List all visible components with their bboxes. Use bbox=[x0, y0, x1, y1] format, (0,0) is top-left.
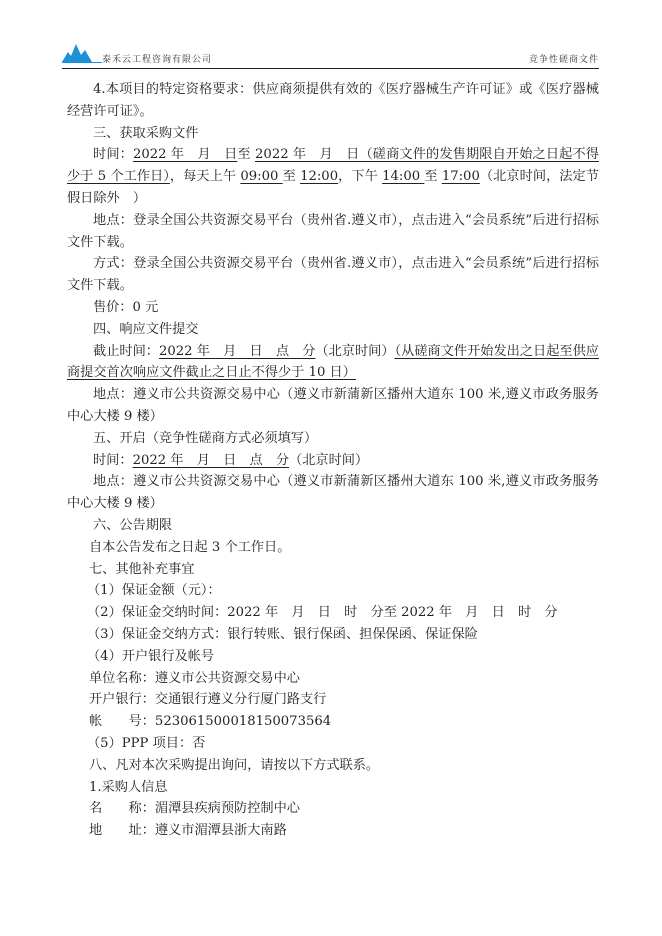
section-7-item-4: （4）开户银行及帐号 bbox=[87, 648, 215, 664]
section-8-title: 八、凡对本次采购提出询问，请按以下方式联系。 bbox=[89, 757, 380, 773]
qualification-requirement: 4.本项目的特定资格要求：供应商须提供有效的《医疗器械生产许可证》或《医疗器械经营许可证》。 bbox=[67, 82, 599, 119]
section-7-item-3: （3）保证金交纳方式：银行转账、银行保函、担保保函、保证保险 bbox=[87, 626, 478, 642]
section-3-title: 三、获取采购文件 bbox=[93, 125, 199, 141]
section-3-price: 售价：0 元 bbox=[93, 299, 159, 315]
section-3-place: 地点：登录全国公共资源交易平台（贵州省.遵义市），点击进入“会员系统”后进行招标文件下载。 bbox=[67, 212, 599, 250]
bank-name: 开户银行：交通银行遵义分行厦门路支行 bbox=[89, 692, 327, 708]
bank-account: 帐 号：523061500018150073564 bbox=[89, 714, 332, 730]
purchaser-name: 名 称：湄潭县疾病预防控制中心 bbox=[89, 801, 300, 817]
section-3-time: 时间：2022 年 月 日至 2022 年 月 日（磋商文件的发售期限自开始之日起不得少于 5 个工作日），每天上午 09:00 至 12:00，下午 14:00 至 17:00（北京时间，法定节假日除外 ） bbox=[67, 147, 599, 206]
section-4-place: 地点：遵义市公共资源交易中心（遵义市新蒲新区播州大道东 100 米,遵义市政务服务中心大楼 9 楼） bbox=[67, 387, 599, 424]
document-body bbox=[67, 79, 599, 842]
purchaser-address: 地 址：遵义市湄潭县浙大南路 bbox=[89, 823, 287, 839]
purchaser-info-title: 1.采购人信息 bbox=[89, 779, 168, 795]
company-name: 泰禾云工程咨询有限公司 bbox=[102, 55, 213, 65]
section-7-item-2: （2）保证金交纳时间：2022 年 月 日 时 分至 2022 年 月 日 时 分 bbox=[87, 605, 558, 621]
mountain-peaks-logo-icon bbox=[62, 42, 102, 64]
document-type: 竞争性磋商文件 bbox=[528, 55, 599, 65]
section-5-time: 时间：2022 年 月 日 点 分（北京时间） bbox=[93, 452, 369, 468]
header-rule bbox=[62, 68, 599, 69]
section-7-title: 七、其他补充事宜 bbox=[89, 561, 195, 577]
page-header bbox=[62, 38, 599, 70]
section-5-place: 地点：遵义市公共资源交易中心（遵义市新蒲新区播州大道东 100 米,遵义市政务服务中心大楼 9 楼） bbox=[67, 474, 599, 512]
ppp-project: （5）PPP 项目：否 bbox=[87, 735, 206, 751]
section-6-title: 六、公告期限 bbox=[93, 517, 173, 533]
section-3-method: 方式：登录全国公共资源交易平台（贵州省.遵义市），点击进入“会员系统”后进行招标文件下载。 bbox=[67, 256, 599, 294]
section-6-text: 自本公告发布之日起 3 个工作日。 bbox=[89, 539, 291, 555]
bank-unit-name: 单位名称：遵义市公共资源交易中心 bbox=[89, 670, 300, 686]
section-4-deadline: 截止时间：2022 年 月 日 点 分（北京时间）（从磋商文件开始发出之日起至供应商提交首次响应文件截止之日止不得少于 10 日） bbox=[67, 343, 599, 381]
section-5-title: 五、开启（竞争性磋商方式必须填写） bbox=[93, 430, 318, 446]
section-4-title: 四、响应文件提交 bbox=[93, 321, 199, 337]
section-7-item-1: （1）保证金额（元）： bbox=[87, 583, 221, 599]
